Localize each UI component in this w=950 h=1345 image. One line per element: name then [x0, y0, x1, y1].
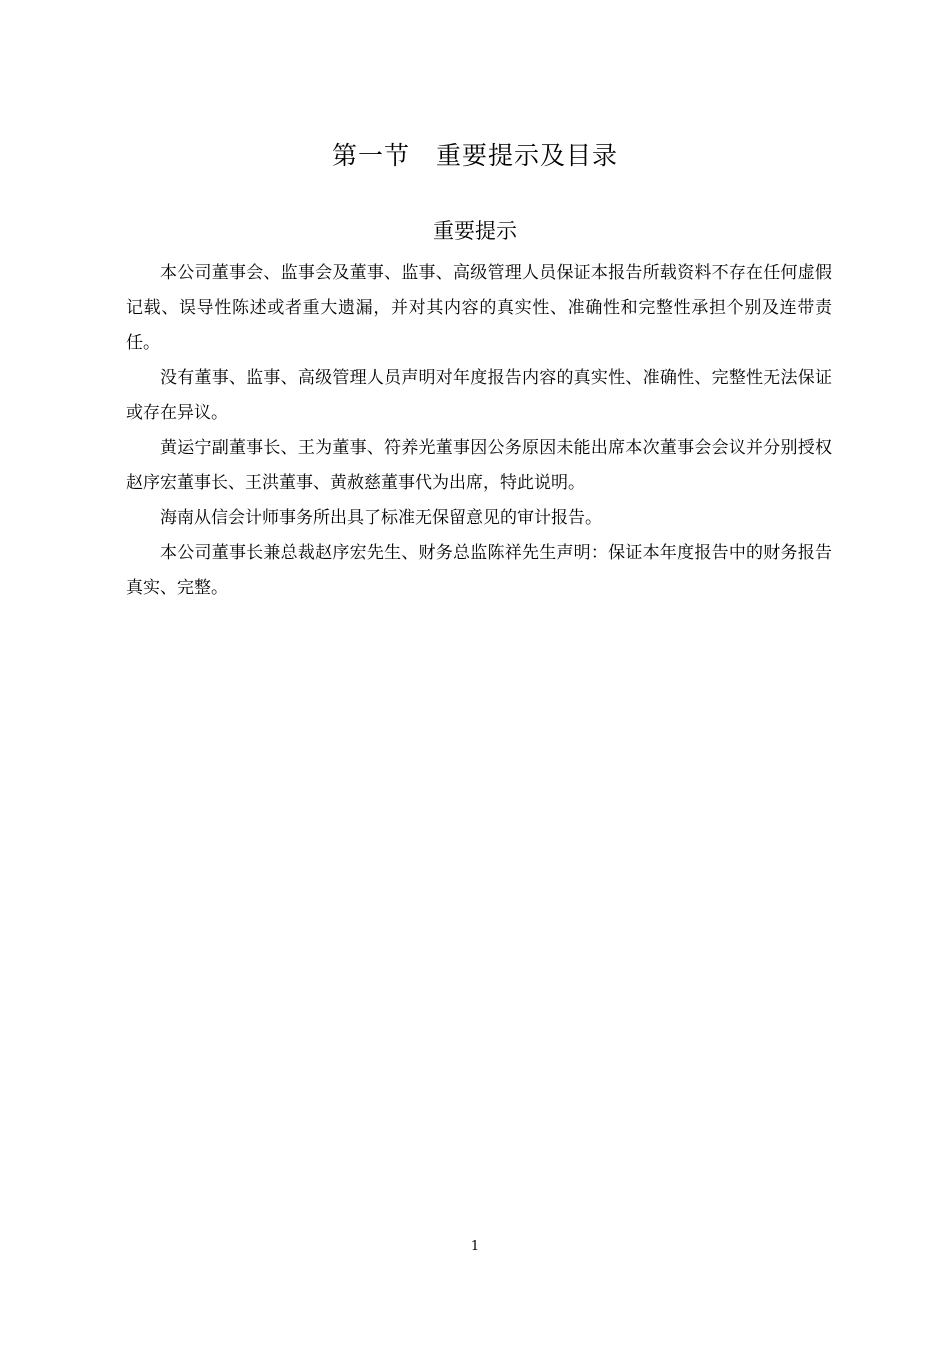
section-title: 第一节 重要提示及目录	[331, 141, 618, 170]
paragraph-responsibility: 本公司董事会、监事会及董事、监事、高级管理人员保证本报告所载资料不存在任何虚假记载、误导性陈述或者重大遗漏，并对其内容的真实性、准确性和完整性承担个别及连带责任。	[126, 263, 832, 353]
paragraph-no-objection: 没有董事、监事、高级管理人员声明对年度报告内容的真实性、准确性、完整性无法保证或存在异议。	[126, 368, 832, 423]
body-text	[126, 256, 832, 606]
paragraph-audit: 海南从信会计师事务所出具了标准无保留意见的审计报告。	[160, 508, 602, 528]
paragraph-financial-statement: 本公司董事长兼总裁赵序宏先生、财务总监陈祥先生声明：保证本年度报告中的财务报告真实、完整。	[126, 543, 832, 598]
paragraph-attendance: 黄运宁副董事长、王为董事、符养光董事因公务原因未能出席本次董事会会议并分别授权赵序宏董事长、王洪董事、黄赦慈董事代为出席，特此说明。	[126, 438, 832, 493]
page-number: 1	[470, 1239, 480, 1254]
subtitle: 重要提示	[433, 219, 517, 243]
